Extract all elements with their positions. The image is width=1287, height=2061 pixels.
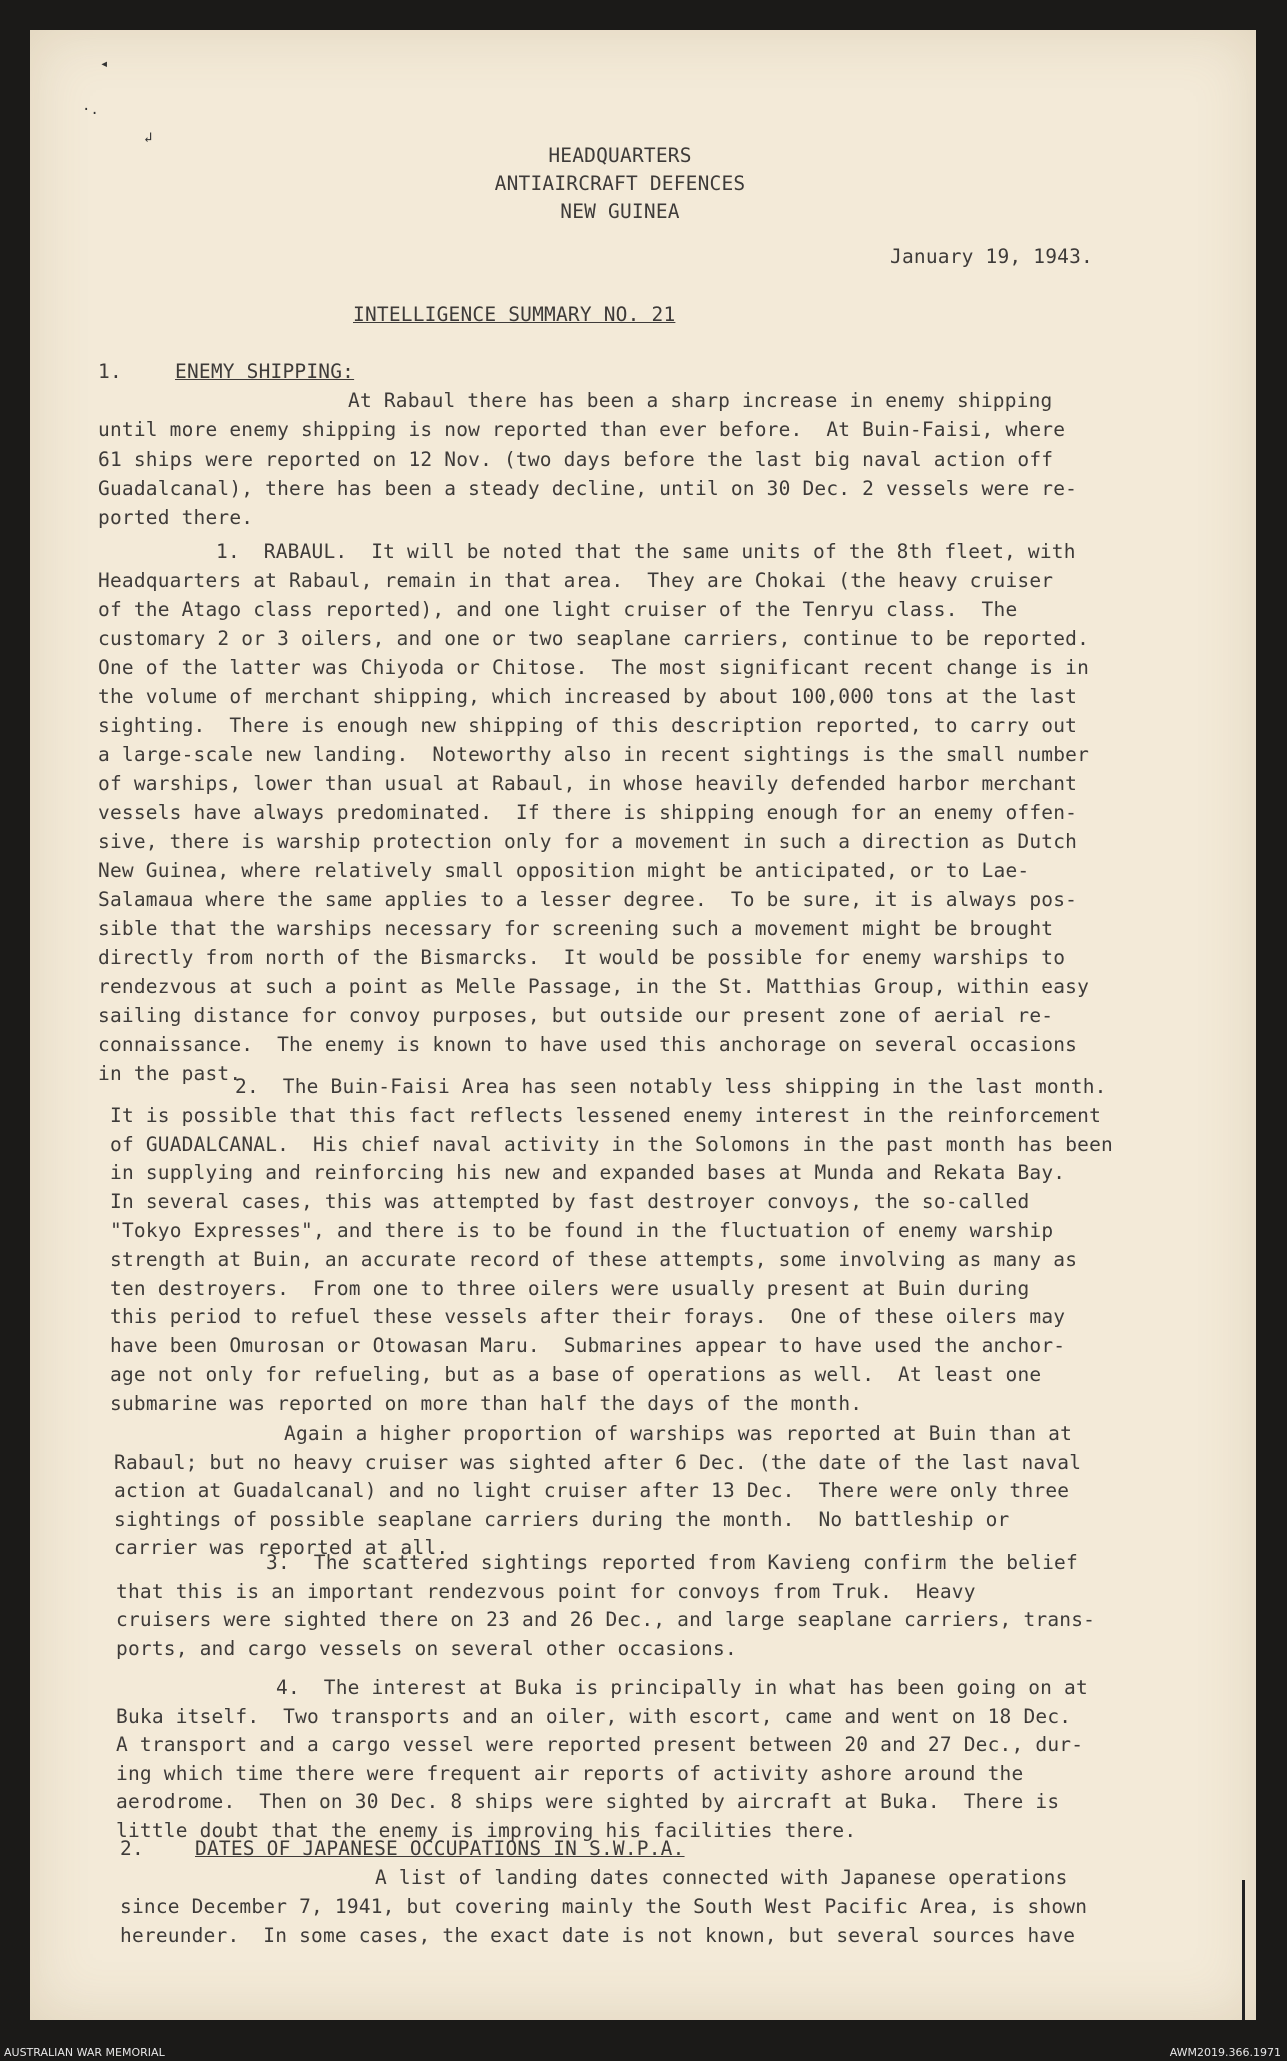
section-1-heading: ENEMY SHIPPING: [175, 360, 355, 383]
text-line: Buka itself. Two transports and an oiler, with escort, came and went on 18 Dec. [116, 1704, 1072, 1728]
text-line: 2. The Buin-Faisi Area has seen notably less shipping in the last month. [235, 1075, 1107, 1098]
section-1-number: 1. [98, 360, 122, 383]
header-line-3: NEW GUINEA [560, 200, 680, 223]
text-line: in supplying and reinforcing his new and expanded bases at Munda and Rekata Bay. [110, 1161, 1066, 1185]
text-line: hereunder. In some cases, the exact date is not known, but several sources have [120, 1924, 1076, 1947]
scan-edge-mark [1242, 1880, 1245, 2020]
text-line: Guadalcanal), there has been a steady decline, until on 30 Dec. 2 vessels were re- [98, 476, 1078, 500]
text-line: until more enemy shipping is now reported than ever before. At Buin-Faisi, where [98, 418, 1066, 442]
ink-mark: ◂ [100, 56, 109, 72]
text-line: little doubt that the enemy is improving his facilities there. [116, 1819, 857, 1842]
text-line: A transport and a cargo vessel were reported present between 20 and 27 Dec., dur- [116, 1733, 1084, 1757]
text-line: of GUADALCANAL. His chief naval activity in the Solomons in the past month has been [110, 1132, 1113, 1156]
text-line: sighting. There is enough new shipping of this description reported, to carry out [98, 714, 1078, 737]
text-line: In several cases, this was attempted by fast destroyer convoys, the so-called [110, 1190, 1030, 1214]
text-line: 1. RABAUL. It will be noted that the same units of the 8th fleet, with [216, 540, 1076, 563]
document-page [30, 30, 1256, 2020]
text-line: age not only for refueling, but as a base of operations as well. At least one [110, 1363, 1042, 1386]
text-line: rendezvous at such a point as Melle Passage, in the St. Matthias Group, within easy [98, 975, 1090, 998]
text-line: in the past. [98, 1062, 242, 1085]
text-line: Headquarters at Rabaul, remain in that area. They are Chokai (the heavy cruiser [98, 569, 1054, 592]
text-line: 61 ships were reported on 12 Nov. (two days before the last big naval action off [98, 447, 1054, 471]
text-line: Again a higher proportion of warships was reported at Buin than at [284, 1422, 1073, 1445]
text-line: of warships, lower than usual at Rabaul, in whose heavily defended harbor merchant [98, 772, 1078, 795]
text-line: "Tokyo Expresses", and there is to be found in the fluctuation of enemy warship [110, 1219, 1054, 1242]
header-line-2: ANTIAIRCRAFT DEFENCES [494, 172, 746, 195]
text-line: New Guinea, where relatively small opposition might be anticipated, or to Lae- [98, 859, 1030, 882]
text-line: At Rabaul there has been a sharp increase in enemy shipping [348, 389, 1053, 412]
text-line: sailing distance for convoy purposes, but outside our present zone of aerial re- [98, 1004, 1054, 1027]
text-line: customary 2 or 3 oilers, and one or two seaplane carriers, continue to be reported. [98, 627, 1090, 650]
section-2-number: 2. [120, 1837, 144, 1860]
text-line: Rabaul; but no heavy cruiser was sighted after 6 Dec. (the date of the last naval [114, 1450, 1082, 1474]
text-line: 3. The scattered sightings reported from Kavieng confirm the belief [266, 1551, 1078, 1574]
ink-mark: ·. [82, 102, 99, 118]
text-line: cruisers were sighted there on 23 and 26 Dec., and large seaplane carriers, trans- [116, 1608, 1096, 1632]
text-line: ports, and cargo vessels on several other occasions. [116, 1636, 737, 1660]
text-line: sive, there is warship protection only for a movement in such a direction as Dutch [98, 830, 1078, 853]
text-line: One of the latter was Chiyoda or Chitose. The most significant recent change is in [98, 656, 1090, 679]
text-line: aerodrome. Then on 30 Dec. 8 ships were sighted by aircraft at Buka. There is [116, 1790, 1060, 1814]
header-line-1: HEADQUARTERS [548, 144, 692, 167]
text-line: since December 7, 1941, but covering mainly the South West Pacific Area, is shown [120, 1895, 1088, 1918]
text-line: that this is an important rendezvous point for convoys from Truk. Heavy [116, 1579, 976, 1603]
text-line: a large-scale new landing. Noteworthy also in recent sightings is the small number [98, 743, 1090, 766]
text-line: submarine was reported on more than half the days of the month. [110, 1391, 863, 1415]
text-line: Salamaua where the same applies to a lesser degree. To be sure, it is always pos- [98, 888, 1078, 911]
text-line: 4. The interest at Buka is principally in what has been going on at [276, 1676, 1088, 1699]
text-line: have been Omurosan or Otowasan Maru. Submarines appear to have used the anchor- [110, 1334, 1066, 1358]
text-line: action at Guadalcanal) and no light cruiser after 13 Dec. There were only three [114, 1479, 1070, 1503]
text-line: vessels have always predominated. If there is shipping enough for an enemy offen- [98, 801, 1078, 824]
text-line: strength at Buin, an accurate record of these attempts, some involving as many as [110, 1247, 1078, 1271]
footer-archive-name: AUSTRALIAN WAR MEMORIAL [4, 2046, 165, 2059]
text-line: A list of landing dates connected with Japanese operations [375, 1866, 1068, 1889]
text-line: directly from north of the Bismarcks. It would be possible for enemy warships to [98, 946, 1066, 969]
text-line: ten destroyers. From one to three oilers were usually present at Buin during [110, 1276, 1030, 1300]
document-title: INTELLIGENCE SUMMARY NO. 21 [353, 303, 676, 326]
text-line: carrier was reported at all. [114, 1536, 449, 1560]
text-line: this period to refuel these vessels after their forays. One of these oilers may [110, 1305, 1066, 1329]
text-line: ing which time there were frequent air reports of activity ashore around the [116, 1761, 1024, 1785]
text-line: connaissance. The enemy is known to have used this anchorage on several occasions [98, 1033, 1078, 1056]
text-line: sightings of possible seaplane carriers during the month. No battleship or [114, 1507, 1010, 1531]
ink-mark: ↲ [144, 130, 153, 146]
text-line: the volume of merchant shipping, which increased by about 100,000 tons at the last [98, 685, 1078, 708]
section-2-heading: DATES OF JAPANESE OCCUPATIONS IN S.W.P.A. [195, 1837, 685, 1860]
text-line: It is possible that this fact reflects lessened enemy interest in the reinforcement [110, 1103, 1102, 1127]
document-date: January 19, 1943. [890, 245, 1093, 268]
footer-accession-number: AWM2019.366.1971 [1169, 2046, 1281, 2059]
text-line: sible that the warships necessary for screening such a movement might be brought [98, 917, 1054, 940]
text-line: ported there. [98, 506, 254, 530]
text-line: of the Atago class reported), and one light cruiser of the Tenryu class. The [98, 598, 1018, 621]
